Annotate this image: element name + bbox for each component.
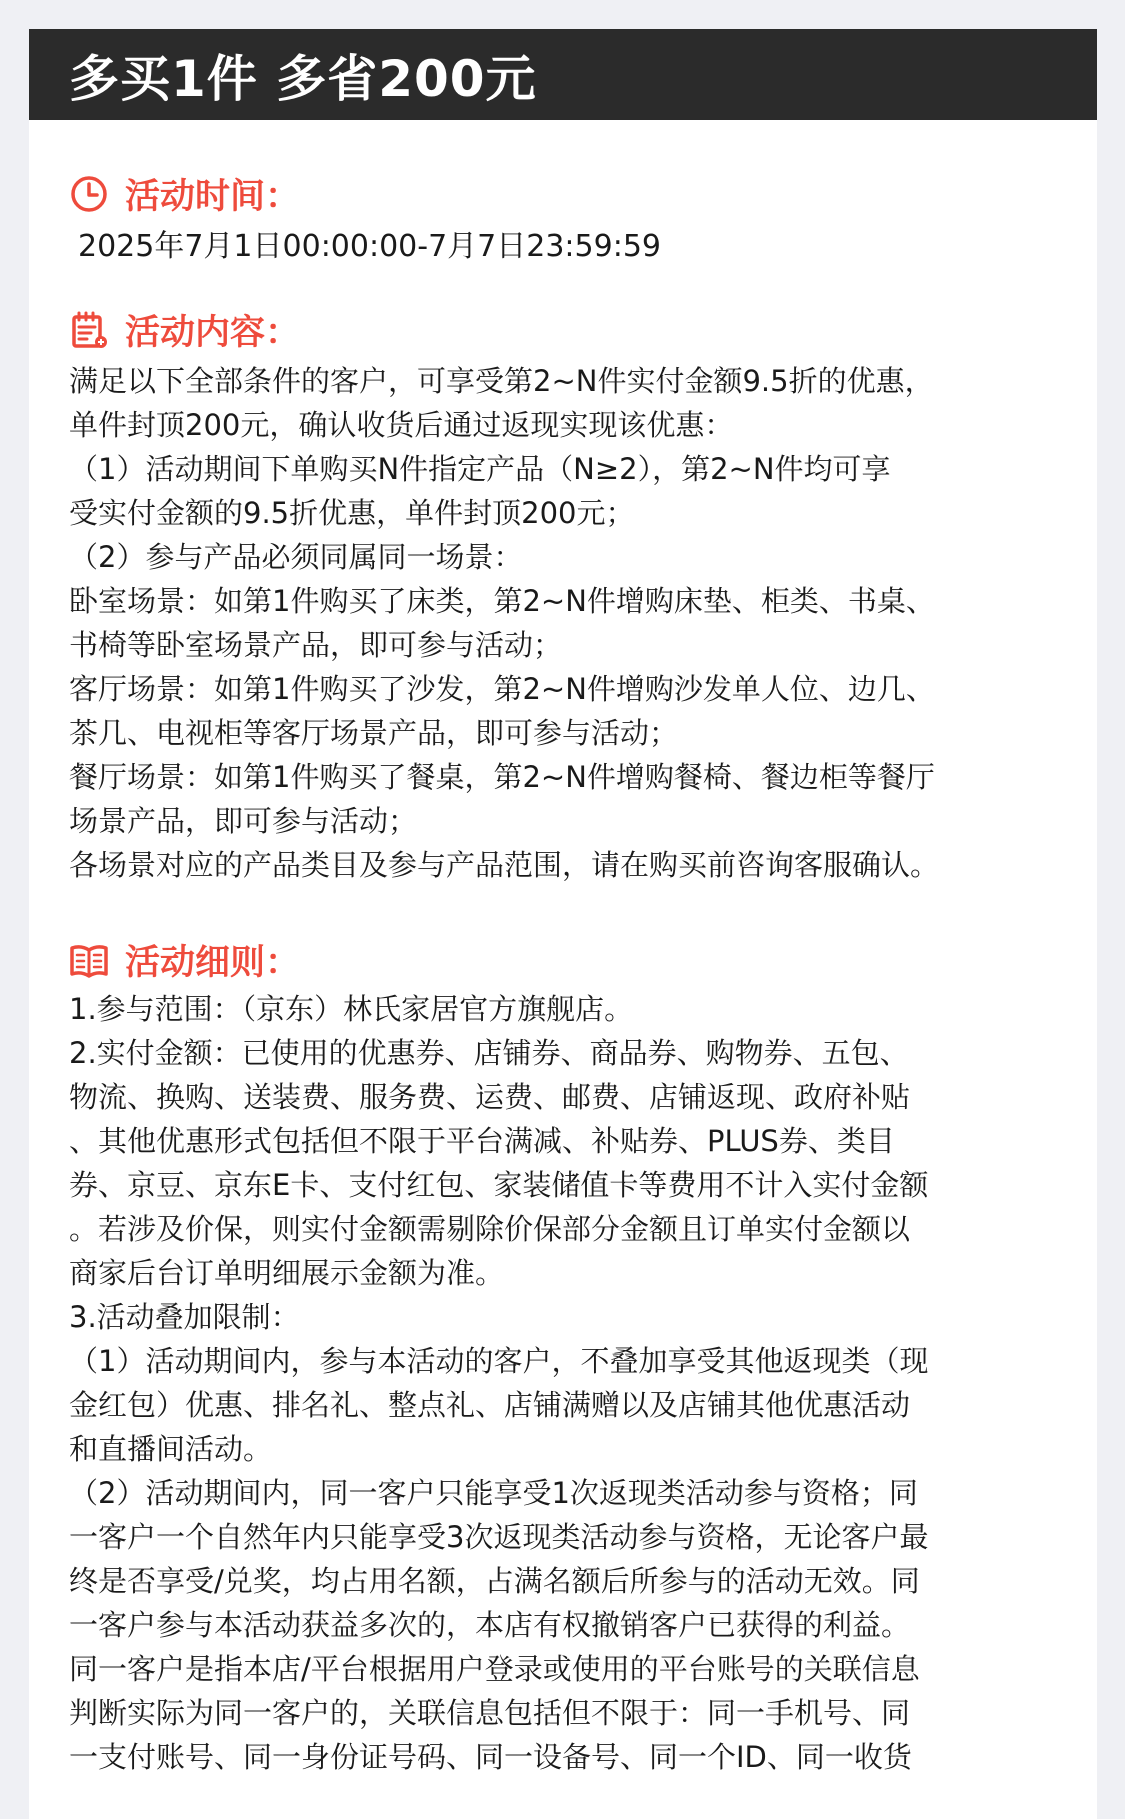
rules-line: 判断实际为同一客户的，关联信息包括但不限于：同一手机号、同 xyxy=(69,1696,911,1730)
rules-line: 一支付账号、同一身份证号码、同一设备号、同一个ID、同一收货 xyxy=(69,1740,912,1774)
content-line: 满足以下全部条件的客户，可享受第2~N件实付金额9.5折的优惠， xyxy=(69,364,934,398)
rules-line: 2.实付金额：已使用的优惠券、店铺券、商品券、购物券、五包、 xyxy=(69,1036,909,1070)
rules-line: 金红包）优惠、排名礼、整点礼、店铺满赠以及店铺其他优惠活动 xyxy=(69,1388,911,1422)
rules-line: 同一客户是指本店/平台根据用户登录或使用的平台账号的关联信息 xyxy=(69,1652,920,1686)
content-section-label: 活动内容： xyxy=(125,313,301,353)
rules-line: 物流、换购、送装费、服务费、运费、邮费、店铺返现、政府补贴 xyxy=(69,1080,911,1114)
content-line: 受实付金额的9.5折优惠，单件封顶200元； xyxy=(69,496,635,530)
notepad-icon xyxy=(69,310,109,350)
time-section-title xyxy=(69,171,1057,217)
rules-line: 终是否享受/兑奖，均占用名额，占满名额后所参与的活动无效。同 xyxy=(69,1564,920,1598)
page-title: 多买1件 多省200元 xyxy=(69,49,537,108)
rules-section-title xyxy=(69,937,1057,983)
rules-line: 1.参与范围：（京东）林氏家居官方旗舰店。 xyxy=(69,992,634,1026)
content-line: 各场景对应的产品类目及参与产品范围，请在购买前咨询客服确认。 xyxy=(69,848,940,882)
promo-content xyxy=(29,171,1097,1779)
content-line: 客厅场景：如第1件购买了沙发，第2~N件增购沙发单人位、边几、 xyxy=(69,672,935,706)
promo-page xyxy=(29,29,1097,1819)
page-header xyxy=(29,29,1097,120)
content-line: 书椅等卧室场景产品，即可参与活动； xyxy=(69,628,563,662)
rules-line: 商家后台订单明细展示金额为准。 xyxy=(69,1256,505,1290)
rules-line: 一客户参与本活动获益多次的，本店有权撤销客户已获得的利益。 xyxy=(69,1608,911,1642)
content-line: （2）参与产品必须同属同一场景： xyxy=(69,540,523,574)
content-line: 茶几、电视柜等客厅场景产品，即可参与活动； xyxy=(69,716,679,750)
content-section-body xyxy=(69,359,1057,887)
content-line: 单件封顶200元，确认收货后通过返现实现该优惠： xyxy=(69,408,734,442)
clock-icon xyxy=(69,174,109,214)
content-section-title xyxy=(69,307,1057,353)
rules-line: 3.活动叠加限制： xyxy=(69,1300,300,1334)
rules-line: 券、京豆、京东E卡、支付红包、家装储值卡等费用不计入实付金额 xyxy=(69,1168,929,1202)
rules-line: 。若涉及价保，则实付金额需剔除价保部分金额且订单实付金额以 xyxy=(69,1212,911,1246)
rules-line: 、其他优惠形式包括但不限于平台满减、补贴券、PLUS券、类目 xyxy=(69,1124,895,1158)
content-line: （1）活动期间下单购买N件指定产品（N≥2），第2~N件均可享 xyxy=(69,452,891,486)
content-line: 餐厅场景：如第1件购买了餐桌，第2~N件增购餐椅、餐边柜等餐厅 xyxy=(69,760,935,794)
content-line: 场景产品，即可参与活动； xyxy=(69,804,418,838)
rules-line: （1）活动期间内，参与本活动的客户，不叠加享受其他返现类（现 xyxy=(69,1344,929,1378)
rules-line: 和直播间活动。 xyxy=(69,1432,273,1466)
rules-line: 一客户一个自然年内只能享受3次返现类活动参与资格，无论客户最 xyxy=(69,1520,929,1554)
time-section-label: 活动时间： xyxy=(125,177,301,217)
book-icon xyxy=(69,940,109,980)
content-line: 卧室场景：如第1件购买了床类，第2~N件增购床垫、柜类、书桌、 xyxy=(69,584,935,618)
rules-line: （2）活动期间内，同一客户只能享受1次返现类活动参与资格；同 xyxy=(69,1476,918,1510)
activity-time-value: 2025年7月1日00:00:00-7月7日23:59:59 xyxy=(78,229,661,264)
rules-section-body xyxy=(69,987,1057,1779)
rules-section-label: 活动细则： xyxy=(125,943,301,983)
